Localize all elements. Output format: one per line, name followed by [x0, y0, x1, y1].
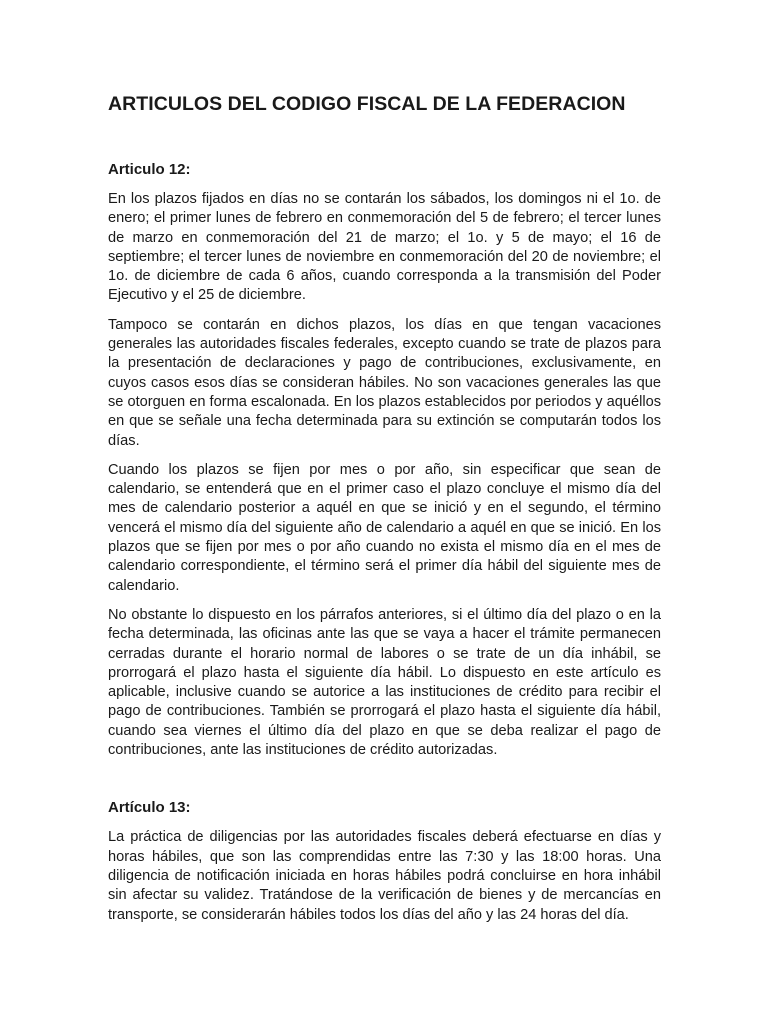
article-12-section	[108, 160, 661, 760]
article-13-paragraph-1: La práctica de diligencias por las autoridades fiscales deberá efectuarse en días y horas hábiles, que son las comprendidas entre las 7:30 y las 18:00 horas. Una diligencia de notificación iniciada en horas hábiles podrá concluirse en hora inhábil sin afectar su validez. Tratándose de la verificación de bienes y de mercancías en transporte, se considerarán hábiles todos los días del año y las 24 horas del día.	[108, 829, 661, 923]
document-page	[108, 92, 661, 935]
article-13-section	[108, 798, 661, 924]
document-title: ARTICULOS DEL CODIGO FISCAL DE LA FEDERACION	[108, 93, 626, 115]
article-12-paragraph-4: No obstante lo dispuesto en los párrafos anteriores, si el último día del plazo o en la fecha determinada, las oficinas ante las que se vaya a hacer el trámite permanecen cerradas durante el horario normal de labores o se trate de un día inhábil, se prorrogará el plazo hasta el siguiente día hábil. Lo dispuesto en este artículo es aplicable, inclusive cuando se autorice a las instituciones de crédito para recibir el pago de contribuciones. También se prorrogará el plazo hasta el siguiente día hábil, cuando sea viernes el último día del plazo en que se deba realizar el pago de contribuciones, ante las instituciones de crédito autorizadas.	[108, 606, 661, 759]
article-12-paragraph-1: En los plazos fijados en días no se contarán los sábados, los domingos ni el 1o. de enero; el primer lunes de febrero en conmemoración del 5 de febrero; el tercer lunes de marzo en conmemoración del 21 de marzo; el 1o. y 5 de mayo; el 16 de septiembre; el tercer lunes de noviembre en conmemoración del 20 de noviembre; el 1o. de diciembre de cada 6 años, cuando corresponda a la transmisión del Poder Ejecutivo y el 25 de diciembre.	[108, 191, 661, 304]
article-12-paragraph-3: Cuando los plazos se fijen por mes o por año, sin especificar que sean de calendario, se entenderá que en el primer caso el plazo concluye el mismo día del mes de calendario posterior a aquél en que se inició y en el segundo, el término vencerá el mismo día del siguiente año de calendario a aquél en que se inició. En los plazos que se fijen por mes o por año cuando no exista el mismo día en el mes de calendario correspondiente, el término será el primer día hábil del siguiente mes de calendario.	[108, 461, 661, 594]
section-spacer	[108, 770, 661, 798]
article-13-heading: Artículo 13:	[108, 799, 191, 817]
article-12-heading: Articulo 12:	[108, 161, 191, 178]
article-12-paragraph-2: Tampoco se contarán en dichos plazos, los días en que tengan vacaciones generales las autoridades fiscales federales, excepto cuando se trate de plazos para la presentación de declaraciones y pago de contribuciones, exclusivamente, en cuyos casos esos días se consideran hábiles. No son vacaciones generales las que se otorguen en forma escalonada. En los plazos establecidos por periodos y aquéllos en que se señale una fecha determinada para su extinción se computarán todos los días.	[108, 316, 661, 449]
